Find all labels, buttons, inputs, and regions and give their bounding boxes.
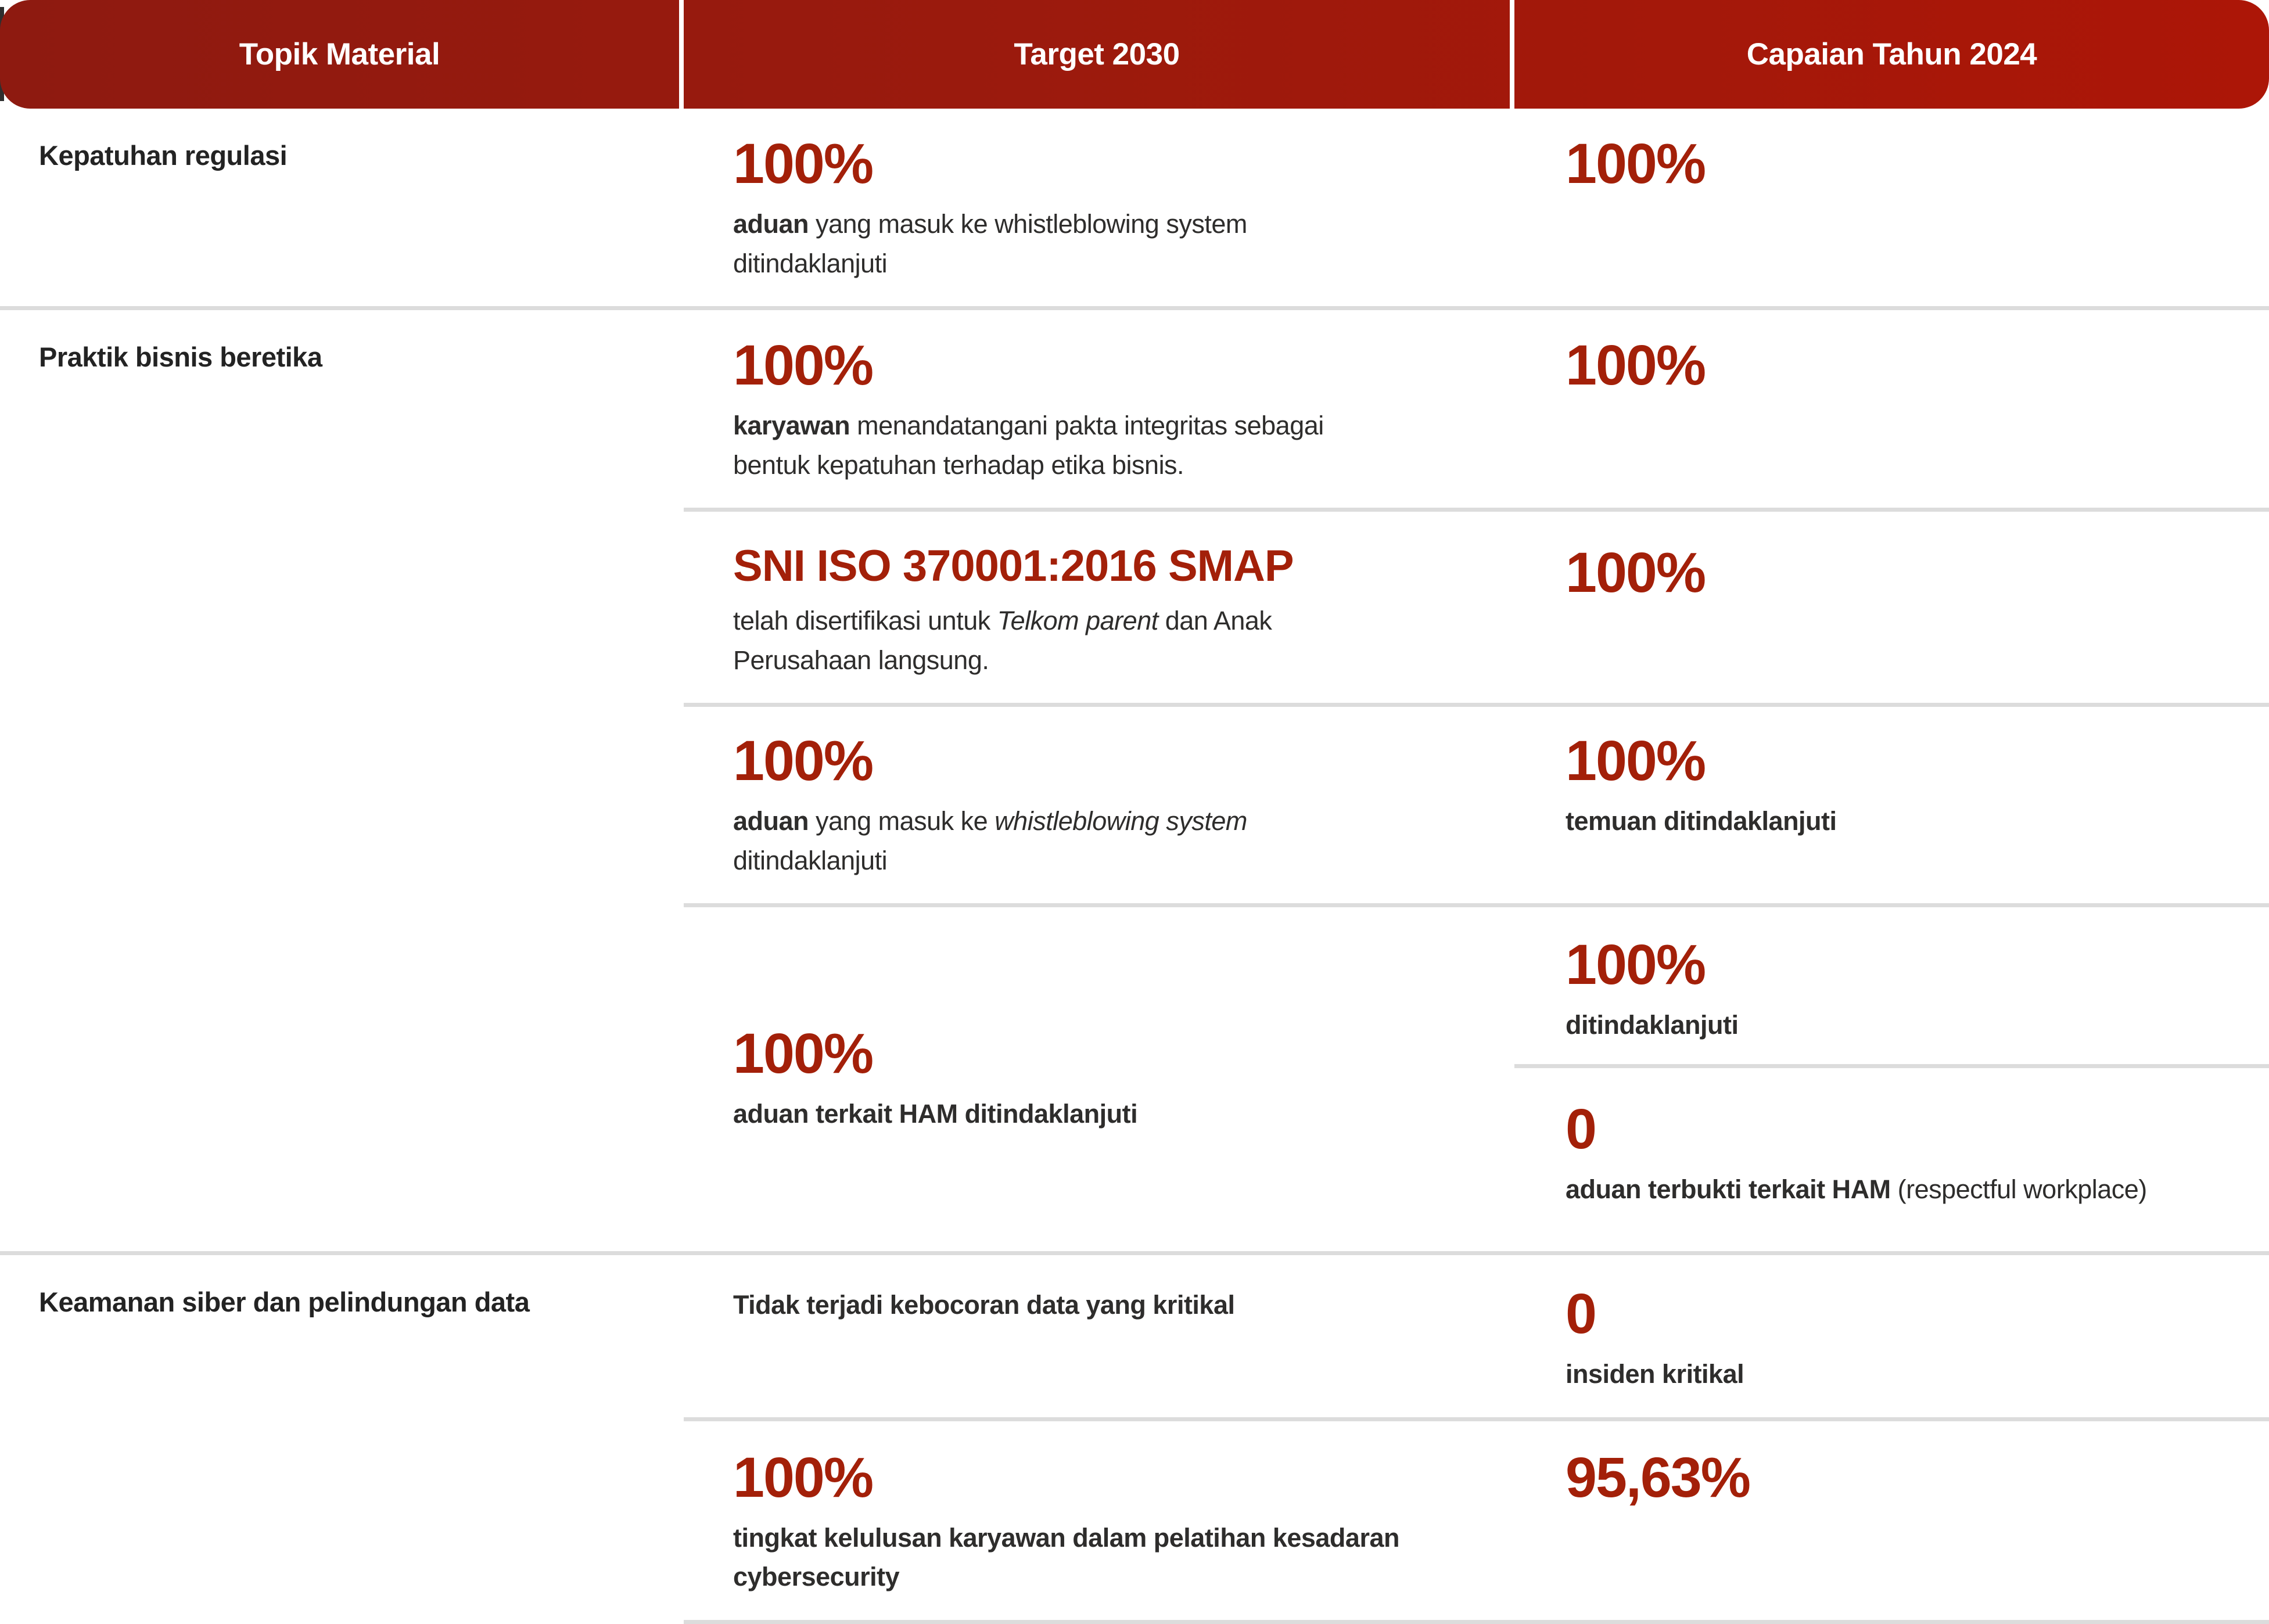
target-desc — [733, 406, 1407, 484]
desc-normal: yang masuk ke whistleblowing system ditindaklanjuti — [733, 209, 1247, 278]
section-keamanan-siber — [0, 1251, 2269, 1620]
desc-bold: aduan terkait HAM ditindaklanjuti — [733, 1098, 1138, 1129]
desc-bold: temuan ditindaklanjuti — [1566, 806, 1837, 836]
achievement-cell — [1514, 1417, 2269, 1620]
target-desc — [733, 204, 1407, 283]
desc-bold: aduan terbukti terkait HAM — [1566, 1174, 1891, 1204]
bottom-divider — [684, 1620, 2269, 1624]
target-cell — [684, 310, 1514, 508]
target-desc — [733, 1094, 1407, 1134]
achievement-cell — [1514, 310, 2269, 508]
desc-bold: aduan — [733, 806, 809, 836]
topic-label: Keamanan siber dan pelindungan data — [39, 1287, 530, 1317]
topic-label: Praktik bisnis beretika — [39, 342, 322, 372]
achievement-top — [1514, 907, 2269, 1064]
topic-label: Kepatuhan regulasi — [39, 140, 288, 171]
achievement-value: 100% — [1566, 729, 1706, 792]
desc-normal: (respectful workplace) — [1890, 1174, 2147, 1204]
desc-bold: insiden kritikal — [1566, 1359, 1744, 1389]
table-header — [0, 0, 2269, 109]
topic-cell — [0, 310, 684, 1251]
target-value: 100% — [733, 132, 873, 195]
achievement-cell — [1514, 508, 2269, 703]
target-cell — [684, 903, 1514, 1251]
section-praktik-bisnis-beretika — [0, 306, 2269, 1251]
achievement-value: 100% — [1566, 933, 1706, 996]
achievement-cell — [1514, 1255, 2269, 1417]
target-desc — [733, 802, 1407, 880]
header-target-2030: Target 2030 — [684, 0, 1514, 109]
achievement-value: 100% — [1566, 132, 1706, 195]
target-value: SNI ISO 370001:2016 SMAP — [733, 541, 1294, 591]
target-cell — [684, 1417, 1514, 1620]
target-cell — [684, 109, 1514, 306]
desc-normal: telah disertifikasi untuk — [733, 606, 997, 635]
target-desc — [733, 601, 1407, 680]
target-cell — [684, 1255, 1514, 1417]
achievement-value: 0 — [1566, 1097, 1596, 1160]
achievement-desc — [1566, 1170, 2239, 1209]
target-cell — [684, 703, 1514, 903]
achievement-value: 95,63% — [1566, 1445, 1750, 1509]
desc-normal: yang masuk ke — [809, 806, 995, 836]
desc-bold: tingkat kelulusan karyawan dalam pelatihan kesadaran cybersecurity — [733, 1522, 1399, 1591]
desc-bold: ditindaklanjuti — [1566, 1010, 1739, 1040]
achievement-desc — [1566, 802, 2100, 841]
topic-cell — [0, 109, 684, 306]
target-text: Tidak terjadi kebocoran data yang kritikal — [733, 1290, 1235, 1320]
achievement-desc — [1566, 1354, 2100, 1394]
desc-normal: menandatangani pakta integritas sebagai bentuk kepatuhan terhadap etika bisnis. — [733, 411, 1324, 480]
target-value: 100% — [733, 729, 873, 792]
achievement-value: 0 — [1566, 1282, 1596, 1345]
desc-bold: aduan — [733, 209, 809, 239]
achievement-cell-split — [1514, 903, 2269, 1251]
achievement-value: 100% — [1566, 541, 1706, 604]
header-capaian-2024: Capaian Tahun 2024 — [1746, 37, 2037, 71]
achievement-bottom — [1514, 1064, 2269, 1251]
desc-tail: ditindaklanjuti — [733, 845, 888, 875]
desc-italic: whistleblowing system — [995, 806, 1247, 836]
desc-tail: dan Anak Perusahaan langsung. — [733, 606, 1272, 675]
target-value: 100% — [733, 1445, 873, 1509]
achievement-desc — [1566, 1005, 2239, 1045]
header-topic-material: Topik Material — [0, 0, 684, 109]
target-desc — [733, 1518, 1407, 1597]
desc-italic: Telkom parent — [997, 606, 1158, 635]
achievement-value: 100% — [1566, 333, 1706, 397]
target-value: 100% — [733, 333, 873, 397]
target-cell — [684, 508, 1514, 703]
achievement-cell — [1514, 703, 2269, 903]
section-kepatuhan-regulasi — [0, 109, 2269, 306]
achievement-cell — [1514, 109, 2269, 306]
desc-bold: karyawan — [733, 411, 850, 440]
target-value: 100% — [733, 1021, 873, 1085]
topic-cell — [0, 1255, 684, 1620]
